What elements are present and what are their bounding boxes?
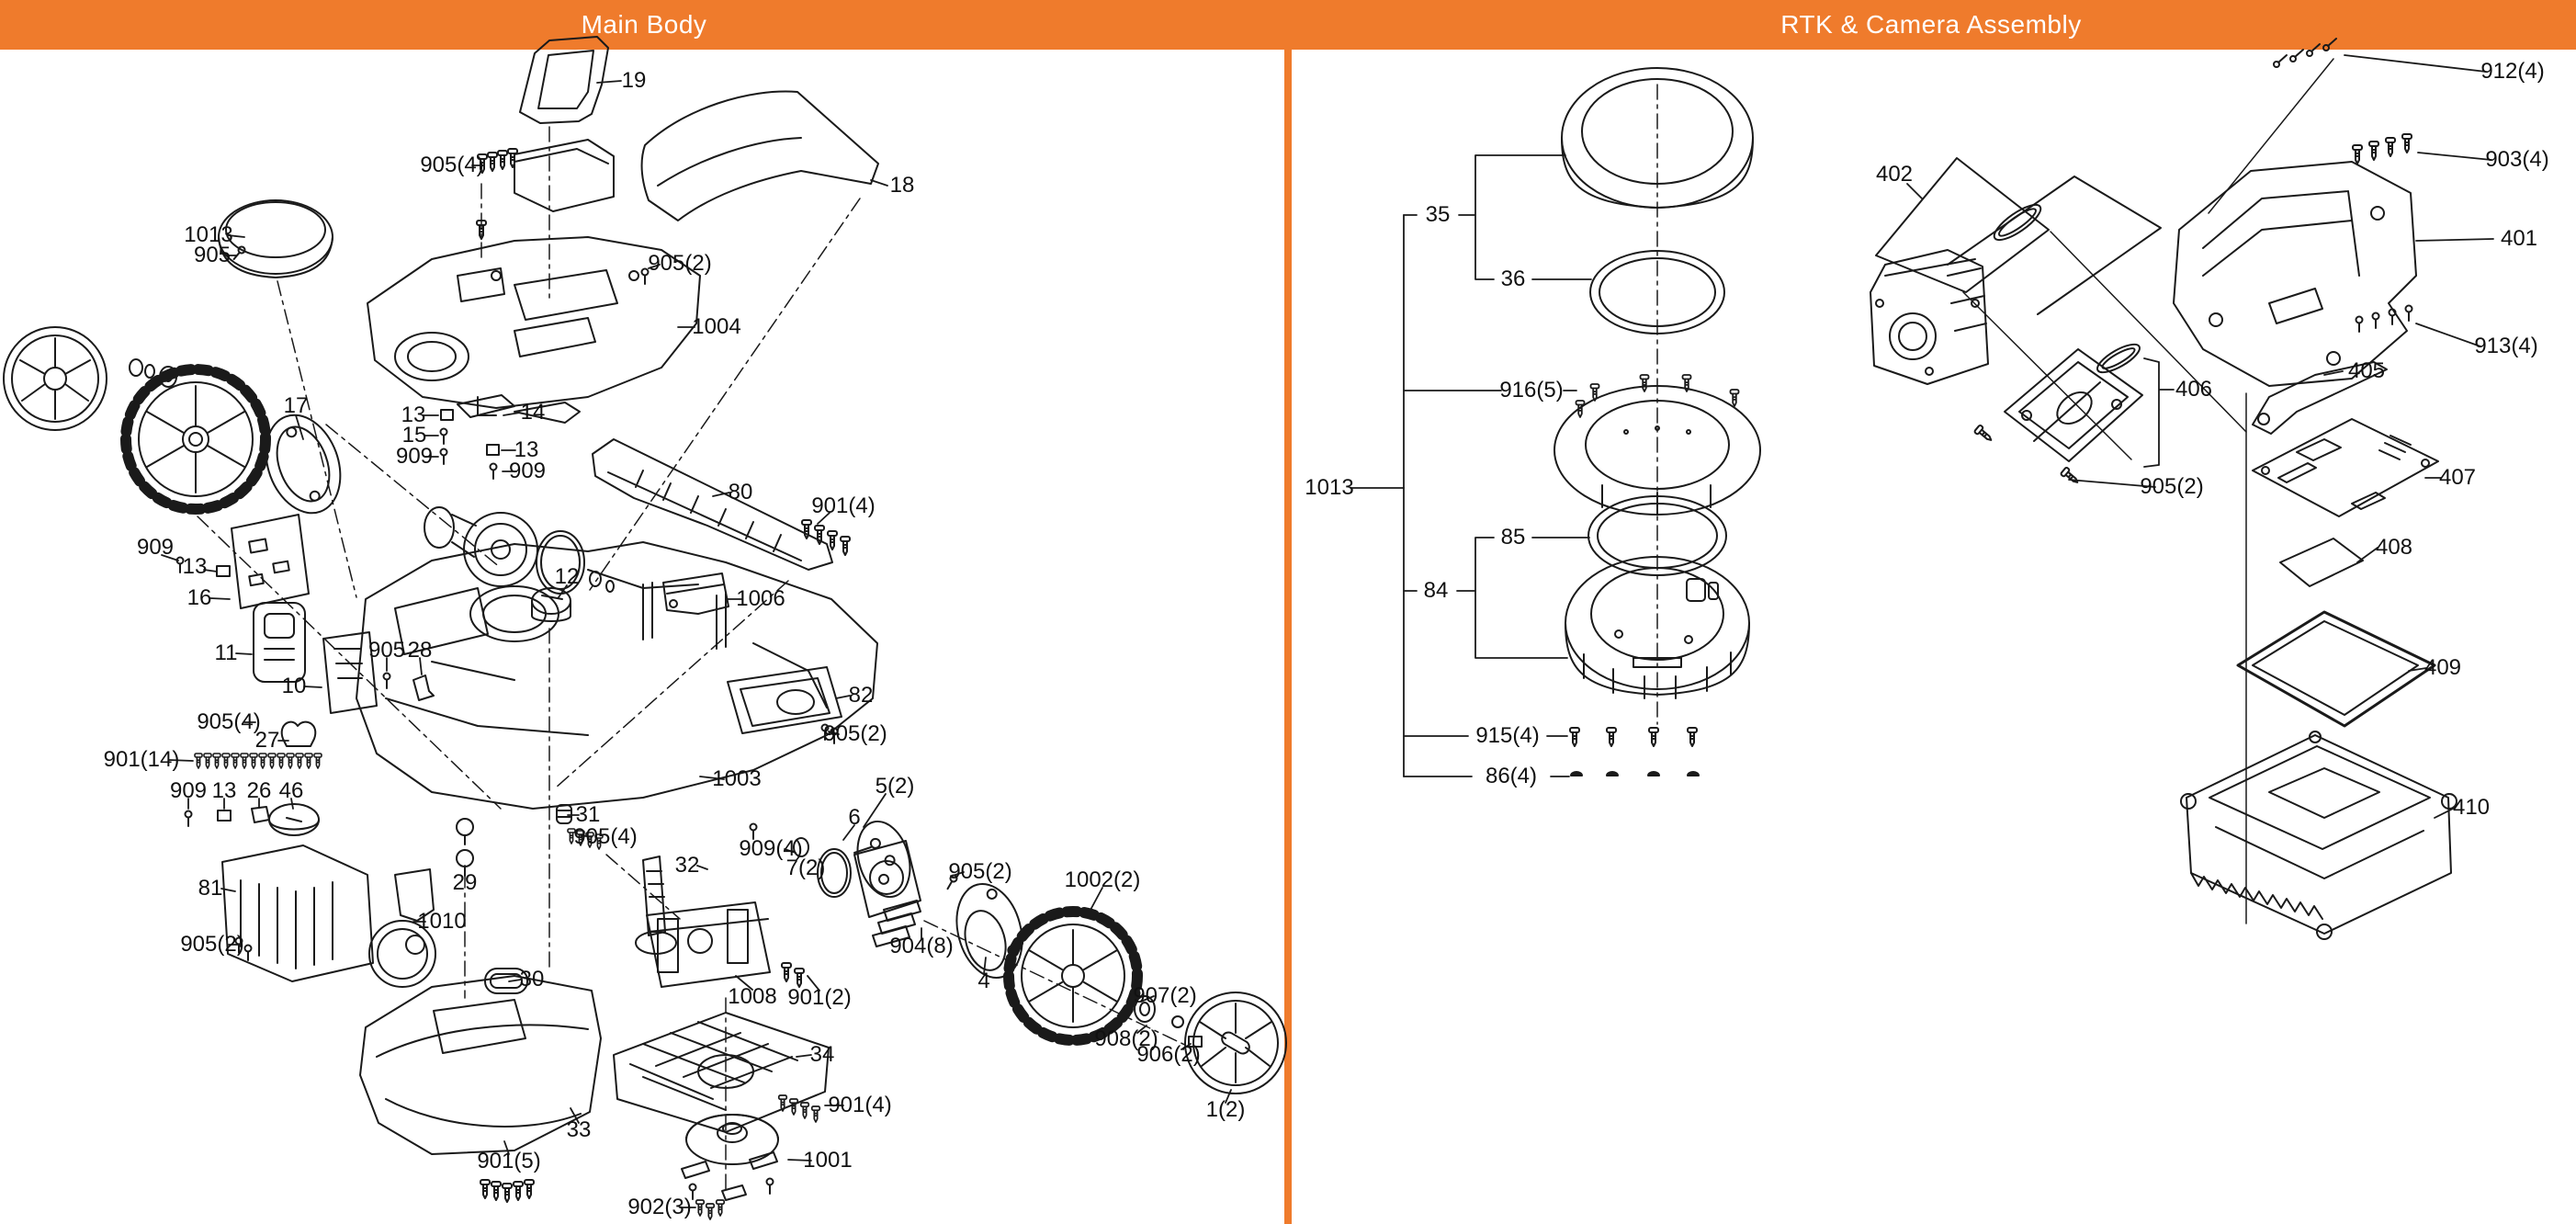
part-label-408: 408 [2375, 535, 2413, 560]
part-label-405: 405 [2347, 358, 2386, 383]
part-label-905(4): 905(4) [420, 153, 484, 177]
drawing-rtk-screws-915 [1570, 728, 1697, 746]
part-label-1(2): 1(2) [1205, 1097, 1246, 1122]
drawing-balls-29 [457, 819, 473, 876]
part-label-85: 85 [1500, 525, 1526, 550]
part-label-6: 6 [848, 805, 861, 830]
part-label-901(4): 901(4) [828, 1093, 892, 1117]
camera-diag-lines [1963, 232, 2246, 459]
part-label-916(5): 916(5) [1499, 378, 1564, 402]
part-label-905(2): 905(2) [180, 932, 244, 957]
part-label-5(2): 5(2) [875, 774, 915, 799]
drawing-deck-34 [614, 1013, 829, 1132]
part-label-1008: 1008 [728, 984, 777, 1009]
drawing-row-909-13-26-46 [186, 804, 320, 835]
part-label-905(4): 905(4) [573, 824, 638, 849]
drawing-screws-913 [2356, 306, 2412, 333]
drawing-dome-1013 [219, 200, 333, 278]
drawing-rtk-plugs-86 [1571, 772, 1699, 776]
part-label-901(5): 901(5) [477, 1149, 541, 1173]
drawing-chassis-1003 [356, 542, 877, 809]
part-label-409: 409 [2423, 655, 2462, 680]
drawing-blade-disc-1001 [682, 1115, 778, 1200]
part-label-909: 909 [508, 459, 547, 483]
part-label-13: 13 [182, 554, 208, 579]
part-label-26: 26 [246, 778, 272, 803]
part-label-909: 909 [395, 444, 434, 469]
part-label-1001: 1001 [803, 1148, 853, 1173]
part-label-401: 401 [2500, 226, 2538, 251]
drawing-gasket-409 [2238, 612, 2435, 726]
part-label-30: 30 [519, 967, 545, 992]
part-label-32: 32 [674, 853, 700, 878]
part-label-901(4): 901(4) [811, 493, 876, 518]
drawing-module [514, 140, 614, 211]
drawing-heatsink-410 [2181, 731, 2457, 939]
part-label-905(2): 905(2) [823, 721, 887, 746]
drawing-pad-408 [2280, 538, 2363, 586]
drawing-clamp-27 [282, 722, 316, 746]
drawing-fasteners-905-28 [384, 674, 435, 701]
leader-lines-right [1907, 55, 2493, 818]
drawing-pole-32 [636, 856, 676, 954]
drawing-camera-402 [1870, 158, 2161, 384]
part-label-82: 82 [848, 683, 874, 708]
part-label-1010: 1010 [417, 909, 467, 934]
part-label-905(2): 905(2) [2140, 474, 2204, 499]
part-label-904(8): 904(8) [889, 934, 954, 958]
rtk-bracket-lines [1350, 155, 1591, 776]
part-label-1003: 1003 [712, 766, 762, 791]
part-label-81: 81 [198, 876, 223, 901]
part-label-1013: 1013 [184, 222, 233, 247]
part-label-80: 80 [728, 480, 753, 504]
part-label-915(4): 915(4) [1475, 723, 1540, 748]
part-label-909: 909 [169, 778, 208, 803]
part-label-909: 909 [136, 535, 175, 560]
part-label-902(3): 902(3) [627, 1195, 692, 1219]
drawing-sprocket-wheel [126, 369, 266, 509]
part-label-402: 402 [1875, 162, 1914, 187]
part-label-1006: 1006 [736, 586, 785, 611]
part-label-18: 18 [889, 173, 915, 198]
part-label-46: 46 [278, 778, 304, 803]
drawing-wheel-cap-1 [1185, 992, 1286, 1094]
part-label-16: 16 [186, 585, 212, 610]
drawing-louver-81 [222, 845, 373, 981]
part-label-14: 14 [520, 400, 546, 425]
part-label-1004: 1004 [692, 314, 741, 339]
part-label-909(4): 909(4) [739, 836, 803, 861]
drawing-sprocket-1002 [1009, 912, 1137, 1040]
part-label-86(4): 86(4) [1485, 764, 1538, 788]
rtk-camera-exploded-drawing [1350, 39, 2493, 939]
part-label-908(2): 908(2) [1094, 1026, 1158, 1051]
part-label-1013: 1013 [1305, 475, 1354, 500]
drawing-screws-901-4-rail [802, 520, 850, 555]
part-label-34: 34 [809, 1042, 835, 1067]
drawing-screw-row-901-14 [195, 754, 322, 768]
drawing-screws-903 [2353, 134, 2412, 164]
drawing-blade-motor-1008 [647, 902, 804, 987]
part-label-13: 13 [514, 437, 539, 462]
drawing-pcb-16 [232, 515, 309, 608]
part-label-906(2): 906(2) [1136, 1042, 1201, 1067]
part-label-33: 33 [566, 1117, 592, 1142]
drawing-pcb-407 [2253, 419, 2438, 516]
drawing-screws-901-5 [480, 1180, 534, 1202]
part-label-12: 12 [554, 564, 580, 589]
part-label-410: 410 [2452, 795, 2491, 820]
left-panel-title: Main Body [581, 10, 707, 39]
part-label-11: 11 [214, 640, 238, 665]
part-label-29: 29 [452, 870, 478, 895]
drawing-battery-11 [254, 603, 305, 682]
drawing-bracket-401 [2174, 162, 2416, 386]
part-label-905(2): 905(2) [648, 251, 712, 276]
part-label-10: 10 [281, 674, 307, 698]
drawing-rear-rail-80 [593, 439, 832, 570]
part-label-84: 84 [1423, 578, 1449, 603]
part-label-7(2): 7(2) [785, 856, 826, 880]
part-label-1002(2): 1002(2) [1064, 867, 1141, 892]
drawing-box-1006 [663, 573, 729, 614]
part-label-912(4): 912(4) [2480, 59, 2545, 84]
part-label-406: 406 [2175, 377, 2213, 402]
part-label-907(2): 907(2) [1133, 983, 1197, 1008]
part-label-901(14): 901(14) [103, 747, 180, 772]
part-label-903(4): 903(4) [2485, 147, 2549, 172]
right-panel-title: RTK & Camera Assembly [1780, 10, 2082, 39]
part-label-905: 905 [367, 638, 406, 663]
part-label-901(2): 901(2) [787, 985, 852, 1010]
part-label-31: 31 [575, 802, 601, 827]
drawing-screws-902-3 [696, 1200, 725, 1219]
part-label-17: 17 [283, 393, 309, 418]
part-label-905: 905 [193, 243, 232, 267]
drawing-screws-905-camera [1974, 425, 2081, 486]
part-label-905(2): 905(2) [948, 859, 1012, 884]
part-label-36: 36 [1500, 266, 1526, 291]
part-label-15: 15 [401, 423, 427, 448]
drawing-rear-cover-18 [642, 92, 878, 221]
part-label-27: 27 [254, 728, 280, 753]
part-label-13: 13 [401, 402, 426, 427]
part-label-13: 13 [211, 778, 237, 803]
part-label-905(4): 905(4) [197, 709, 261, 734]
part-label-19: 19 [621, 68, 647, 93]
drawing-pins-912 [2274, 39, 2336, 67]
part-label-913(4): 913(4) [2474, 334, 2538, 358]
part-label-4: 4 [977, 969, 990, 993]
drawing-front-shell-33 [360, 976, 601, 1154]
drawing-bracket-19 [520, 37, 608, 123]
part-label-28: 28 [407, 638, 433, 663]
part-label-35: 35 [1425, 202, 1451, 227]
part-label-407: 407 [2438, 465, 2477, 490]
